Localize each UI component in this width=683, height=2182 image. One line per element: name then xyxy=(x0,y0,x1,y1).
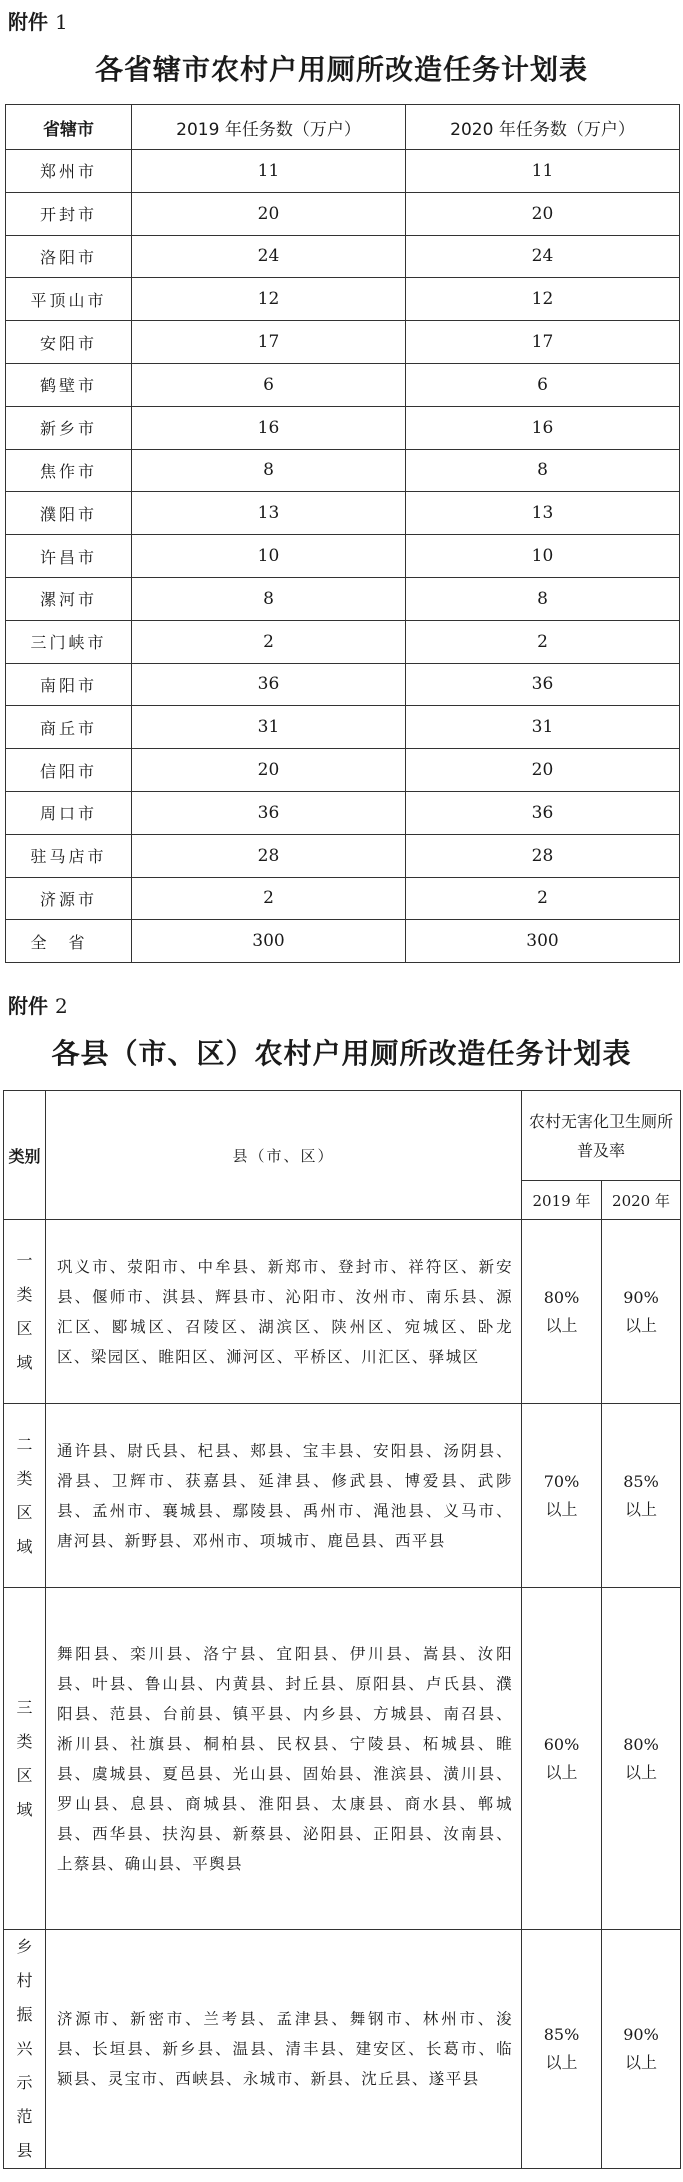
task-2019: 11 xyxy=(132,150,406,193)
task-2019: 6 xyxy=(132,363,406,406)
city-name: 三门峡市 xyxy=(6,620,132,663)
rate-value: 90% xyxy=(623,1287,659,1307)
rate-value: 60% xyxy=(543,1734,580,1754)
task-2019: 20 xyxy=(132,192,406,235)
table-row xyxy=(6,278,680,321)
table-row xyxy=(6,363,680,406)
attachment-1-title: 各省辖市农村户用厕所改造任务计划表 xyxy=(94,53,588,86)
attachment-1-label xyxy=(8,6,68,35)
header-rate: 农村无害化卫生厕所普及率 xyxy=(522,1091,681,1181)
rate-2019-cell xyxy=(522,1930,602,2169)
table-row xyxy=(6,449,680,492)
task-2019: 20 xyxy=(132,749,406,792)
task-2020: 300 xyxy=(406,920,680,963)
city-name: 焦作市 xyxy=(6,449,132,492)
rate-2020-cell xyxy=(602,1220,681,1404)
table-row xyxy=(4,1588,681,1930)
table-row xyxy=(6,321,680,364)
city-name: 全省 xyxy=(6,920,132,963)
region-category: 二类区域 xyxy=(4,1404,46,1588)
rate-2020-cell xyxy=(602,1588,681,1930)
table-row xyxy=(4,1220,681,1404)
city-name: 洛阳市 xyxy=(6,235,132,278)
city-name: 安阳市 xyxy=(6,321,132,364)
task-2019: 24 xyxy=(132,235,406,278)
rate-2019-cell xyxy=(522,1220,602,1404)
county-task-body xyxy=(4,1220,681,2169)
table-row xyxy=(6,791,680,834)
city-name: 商丘市 xyxy=(6,706,132,749)
county-task-table xyxy=(3,1090,681,2169)
header-year-2019: 2019 年 xyxy=(522,1181,602,1220)
city-name: 郑州市 xyxy=(6,150,132,193)
county-list: 济源市、新密市、兰考县、孟津县、舞钢市、林州市、浚县、长垣县、新乡县、温县、清丰县、建安区、长葛市、临颍县、灵宝市、西峡县、永城市、新县、沈丘县、遂平县 xyxy=(46,1930,522,2169)
attachment-2-label xyxy=(8,990,68,1019)
header-2020: 2020 年任务数（万户） xyxy=(406,105,680,150)
table-row xyxy=(6,663,680,706)
city-name: 驻马店市 xyxy=(6,834,132,877)
task-2019: 16 xyxy=(132,406,406,449)
task-2019: 12 xyxy=(132,278,406,321)
city-name: 新乡市 xyxy=(6,406,132,449)
table-row xyxy=(6,749,680,792)
city-name: 信阳市 xyxy=(6,749,132,792)
city-name: 漯河市 xyxy=(6,577,132,620)
table-row xyxy=(6,920,680,963)
task-2020: 2 xyxy=(406,877,680,920)
table-row xyxy=(6,235,680,278)
city-name: 济源市 xyxy=(6,877,132,920)
attachment-2-title: 各县（市、区）农村户用厕所改造任务计划表 xyxy=(51,1037,632,1070)
header-category: 类别 xyxy=(4,1091,46,1220)
rate-value: 85% xyxy=(623,1471,659,1491)
header-city: 省辖市 xyxy=(6,105,132,150)
city-name: 鹤壁市 xyxy=(6,363,132,406)
city-name: 许昌市 xyxy=(6,535,132,578)
rate-suffix: 以上 xyxy=(545,1762,578,1782)
task-2019: 300 xyxy=(132,920,406,963)
city-task-table xyxy=(5,104,680,963)
table-row xyxy=(6,834,680,877)
task-2019: 2 xyxy=(132,877,406,920)
rate-suffix: 以上 xyxy=(625,1499,658,1519)
task-2020: 16 xyxy=(406,406,680,449)
task-2020: 2 xyxy=(406,620,680,663)
attachment-number: 1 xyxy=(54,10,68,34)
header-counties: 县（市、区） xyxy=(46,1091,522,1220)
rate-2019-cell xyxy=(522,1588,602,1930)
county-list: 通许县、尉氏县、杞县、郏县、宝丰县、安阳县、汤阴县、滑县、卫辉市、获嘉县、延津县、修武县、博爱县、武陟县、孟州市、襄城县、鄢陵县、禹州市、渑池县、义马市、唐河县、新野县、邓州市、项城市、鹿邑县、西平县 xyxy=(46,1404,522,1588)
city-name: 南阳市 xyxy=(6,663,132,706)
task-2019: 28 xyxy=(132,834,406,877)
table-row xyxy=(6,620,680,663)
task-2019: 36 xyxy=(132,791,406,834)
table-row xyxy=(4,1404,681,1588)
task-2020: 11 xyxy=(406,150,680,193)
table-row xyxy=(6,150,680,193)
city-name: 濮阳市 xyxy=(6,492,132,535)
task-2019: 2 xyxy=(132,620,406,663)
region-category: 三类区域 xyxy=(4,1588,46,1930)
rate-2019-cell xyxy=(522,1404,602,1588)
table-header-row xyxy=(4,1091,681,1181)
task-2020: 10 xyxy=(406,535,680,578)
attachment-label-text: 附件 xyxy=(8,10,48,34)
rate-value: 90% xyxy=(623,2025,659,2044)
rate-suffix: 以上 xyxy=(545,1315,578,1335)
task-2019: 8 xyxy=(132,449,406,492)
rate-value: 85% xyxy=(543,2025,580,2044)
city-name: 平顶山市 xyxy=(6,278,132,321)
attachment-label-text: 附件 xyxy=(8,994,48,1018)
header-year-2020: 2020 年 xyxy=(602,1181,681,1220)
task-2020: 8 xyxy=(406,449,680,492)
task-2019: 13 xyxy=(132,492,406,535)
task-2019: 10 xyxy=(132,535,406,578)
rate-suffix: 以上 xyxy=(625,1315,658,1335)
table-row xyxy=(6,535,680,578)
task-2019: 36 xyxy=(132,663,406,706)
task-2020: 6 xyxy=(406,363,680,406)
task-2020: 13 xyxy=(406,492,680,535)
attachment-number: 2 xyxy=(54,994,68,1018)
table-row xyxy=(4,1930,681,2169)
task-2020: 8 xyxy=(406,577,680,620)
table-row xyxy=(6,406,680,449)
rate-value: 70% xyxy=(543,1471,580,1491)
table-row xyxy=(6,192,680,235)
task-2020: 28 xyxy=(406,834,680,877)
rate-suffix: 以上 xyxy=(545,1499,578,1519)
task-2019: 17 xyxy=(132,321,406,364)
task-2020: 36 xyxy=(406,791,680,834)
rate-suffix: 以上 xyxy=(625,1762,658,1782)
region-category: 一类区域 xyxy=(4,1220,46,1404)
rate-suffix: 以上 xyxy=(625,2053,658,2072)
rate-value: 80% xyxy=(543,1287,580,1307)
rate-suffix: 以上 xyxy=(545,2053,578,2072)
task-2020: 20 xyxy=(406,192,680,235)
table-header-row xyxy=(6,105,680,150)
county-list: 巩义市、荥阳市、中牟县、新郑市、登封市、祥符区、新安县、偃师市、淇县、辉县市、沁阳市、汝州市、南乐县、源汇区、郾城区、召陵区、湖滨区、陕州区、宛城区、卧龙区、梁园区、睢阳区、浉河区、平桥区、川汇区、驿城区 xyxy=(46,1220,522,1404)
city-name: 周口市 xyxy=(6,791,132,834)
table-row xyxy=(6,877,680,920)
city-name: 开封市 xyxy=(6,192,132,235)
table-row xyxy=(6,577,680,620)
task-2020: 24 xyxy=(406,235,680,278)
task-2020: 20 xyxy=(406,749,680,792)
region-category: 乡村振兴示范县 xyxy=(4,1930,46,2169)
county-list: 舞阳县、栾川县、洛宁县、宜阳县、伊川县、嵩县、汝阳县、叶县、鲁山县、内黄县、封丘县、原阳县、卢氏县、濮阳县、范县、台前县、镇平县、内乡县、方城县、南召县、淅川县、社旗县、桐柏县、民权县、宁陵县、柘城县、睢县、虞城县、夏邑县、光山县、固始县、淮滨县、潢川县、罗山县、息县、商城县、淮阳县、太康县、商水县、郸城县、西华县、扶沟县、新蔡县、泌阳县、正阳县、汝南县、上蔡县、确山县、平舆县 xyxy=(46,1588,522,1930)
rate-value: 80% xyxy=(623,1734,659,1754)
rate-2020-cell xyxy=(602,1930,681,2169)
task-2020: 12 xyxy=(406,278,680,321)
header-2019: 2019 年任务数（万户） xyxy=(132,105,406,150)
task-2020: 31 xyxy=(406,706,680,749)
city-task-body xyxy=(6,150,680,963)
table-row xyxy=(6,706,680,749)
table-row xyxy=(6,492,680,535)
rate-2020-cell xyxy=(602,1404,681,1588)
task-2020: 17 xyxy=(406,321,680,364)
task-2020: 36 xyxy=(406,663,680,706)
task-2019: 31 xyxy=(132,706,406,749)
task-2019: 8 xyxy=(132,577,406,620)
